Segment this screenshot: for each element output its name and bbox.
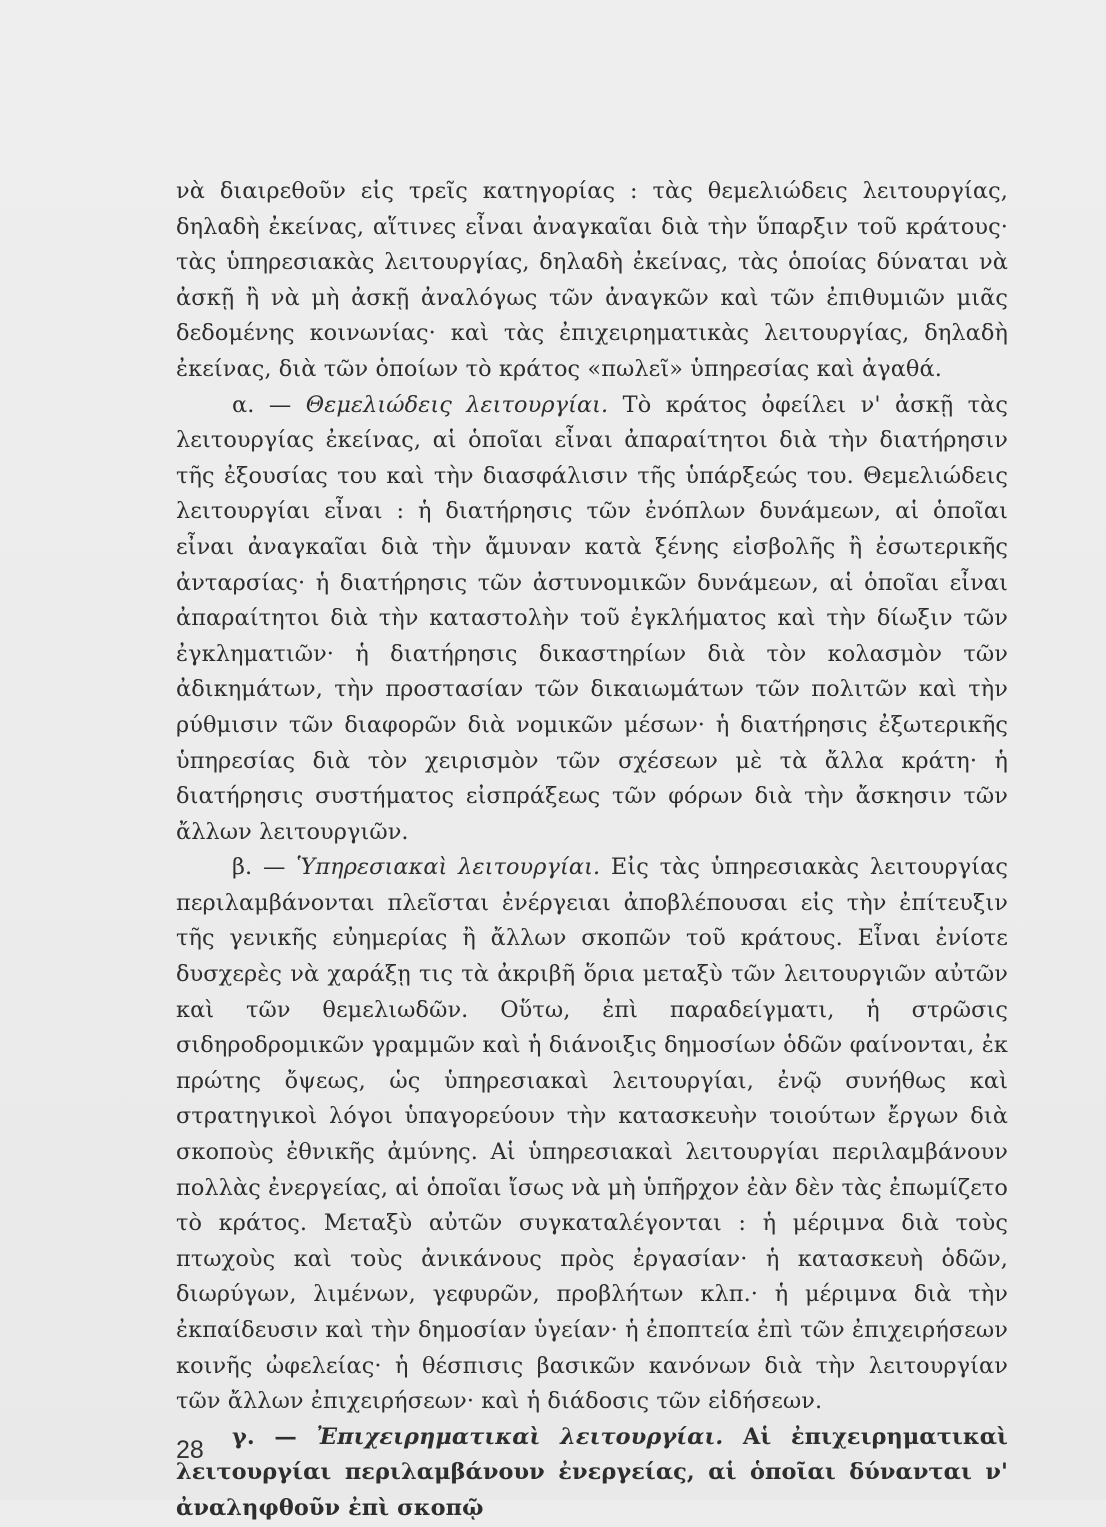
section-c-label: γ. — xyxy=(232,1423,317,1450)
section-b-label: β. — xyxy=(232,854,297,881)
page-number: 28 xyxy=(176,1436,204,1464)
intro-paragraph: νὰ διαιρεθοῦν εἰς τρεῖς κατηγορίας : τὰς θεμελιώδεις λειτουργίας, δηλαδὴ ἐκείνας, αἵτινες εἶναι ἀναγκαῖαι διὰ τὴν ὕπαρξιν τοῦ κράτους· τὰς ὑπηρεσιακὰς λειτουργίας, δηλαδὴ ἐκείνας, τὰς ὁποίας δύναται νὰ ἀσκῇ ἢ νὰ μὴ ἀσκῇ ἀναλόγως τῶν ἀναγκῶν καὶ τῶν ἐπιθυμιῶν μιᾶς δεδομένης κοινωνίας· καὶ τὰς ἐπιχειρηματικὰς λειτουργίας, δηλαδὴ ἐκείνας, διὰ τῶν ὁποίων τὸ κράτος «πωλεῖ» ὑπηρεσίας καὶ ἀγαθά. xyxy=(176,178,1008,382)
section-a-heading: Θεμελιώδεις λειτουργίαι. xyxy=(305,391,609,418)
section-c-heading: Ἐπιχειρηματικαὶ λειτουργίαι. xyxy=(316,1423,724,1450)
section-a-paragraph xyxy=(176,388,1008,851)
section-b-heading: Ὑπηρεσιακαὶ λειτουργίαι. xyxy=(296,854,601,881)
section-b-paragraph xyxy=(176,850,1008,1420)
section-b-body: Εἰς τὰς ὑπηρεσιακὰς λειτουργίας περιλαμβάνονται πλεῖσται ἐνέργειαι ἀποβλέπουσαι εἰς τὴν ἐπίτευξιν τῆς γενικῆς εὐημερίας ἢ ἄλλων σκοπῶν τοῦ κράτους. Εἶναι ἐνίοτε δυσχερὲς νὰ χαράξῃ τις τὰ ἀκριβῆ ὅρια μεταξὺ τῶν λειτουργιῶν αὐτῶν καὶ τῶν θεμελιωδῶν. Οὕτω, ἐπὶ παραδείγματι, ἡ στρῶσις σιδηροδρομικῶν γραμμῶν καὶ ἡ διάνοιξις δημοσίων ὁδῶν φαίνονται, ἐκ πρώτης ὄψεως, ὡς ὑπηρεσιακαὶ λειτουργίαι, ἐνῷ συνήθως καὶ στρατηγικοὶ λόγοι ὑπαγορεύουν τὴν κατασκευὴν τοιούτων ἔργων διὰ σκοποὺς ἐθνικῆς ἀμύνης. Αἱ ὑπηρεσιακαὶ λειτουργίαι περιλαμβάνουν πολλὰς ἐνεργείας, αἱ ὁποῖαι ἴσως νὰ μὴ ὑπῆρχον ἐὰν δὲν τὰς ἐπωμίζετο τὸ κράτος. Μεταξὺ αὐτῶν συγκαταλέγονται : ἡ μέριμνα διὰ τοὺς πτωχοὺς καὶ τοὺς ἀνικάνους πρὸς ἐργασίαν· ἡ κατασκευὴ ὁδῶν, διωρύγων, λιμένων, γεφυρῶν, προβλήτων κλπ.· ἡ μέριμνα διὰ τὴν ἐκπαίδευσιν καὶ τὴν δημοσίαν ὑγείαν· ἡ ἐποπτεία ἐπὶ τῶν ἐπιχειρήσεων κοινῆς ὠφελείας· ἡ θέσπισις βασικῶν κανόνων διὰ τὴν λειτουργίαν τῶν ἄλλων ἐπιχειρήσεων· καὶ ἡ διάδοσις τῶν εἰδήσεων. xyxy=(176,854,1008,1415)
section-c-body: Αἱ ἐπιχειρηματικαὶ λειτουργίαι περιλαμβάνουν ἐνεργείας, αἱ ὁποῖαι δύνανται ν' ἀναληφθοῦν ἐπὶ σκοπῷ xyxy=(176,1423,1008,1521)
section-c-paragraph xyxy=(176,1420,1008,1527)
body-text xyxy=(176,174,1008,1527)
section-a-label: α. — xyxy=(232,391,306,418)
section-a-body: Τὸ κράτος ὀφείλει ν' ἀσκῇ τὰς λειτουργίας ἐκείνας, αἱ ὁποῖαι εἶναι ἀπαραίτητοι διὰ τὴν διατήρησιν τῆς ἐξουσίας του καὶ τὴν διασφάλισιν τῆς ὑπάρξεώς του. Θεμελιώδεις λειτουργίαι εἶναι : ἡ διατήρησις τῶν ἐνόπλων δυνάμεων, αἱ ὁποῖαι εἶναι ἀναγκαῖαι διὰ τὴν ἄμυναν κατὰ ξένης εἰσβολῆς ἢ ἐσωτερικῆς ἀνταρσίας· ἡ διατήρησις τῶν ἀστυνομικῶν δυνάμεων, αἱ ὁποῖαι εἶναι ἀπαραίτητοι διὰ τὴν καταστολὴν τοῦ ἐγκλήματος καὶ τὴν δίωξιν τῶν ἐγκληματιῶν· ἡ διατήρησις δικαστηρίων διὰ τὸν κολασμὸν τῶν ἀδικημάτων, τὴν προστασίαν τῶν δικαιωμάτων τῶν πολιτῶν καὶ τὴν ρύθμισιν τῶν διαφορῶν διὰ νομικῶν μέσων· ἡ διατήρησις ἐξωτερικῆς ὑπηρεσίας διὰ τὸν χειρισμὸν τῶν σχέσεων μὲ τὰ ἄλλα κράτη· ἡ διατήρησις συστήματος εἰσπράξεως τῶν φόρων διὰ τὴν ἄσκησιν τῶν ἄλλων λειτουργιῶν. xyxy=(176,391,1008,845)
